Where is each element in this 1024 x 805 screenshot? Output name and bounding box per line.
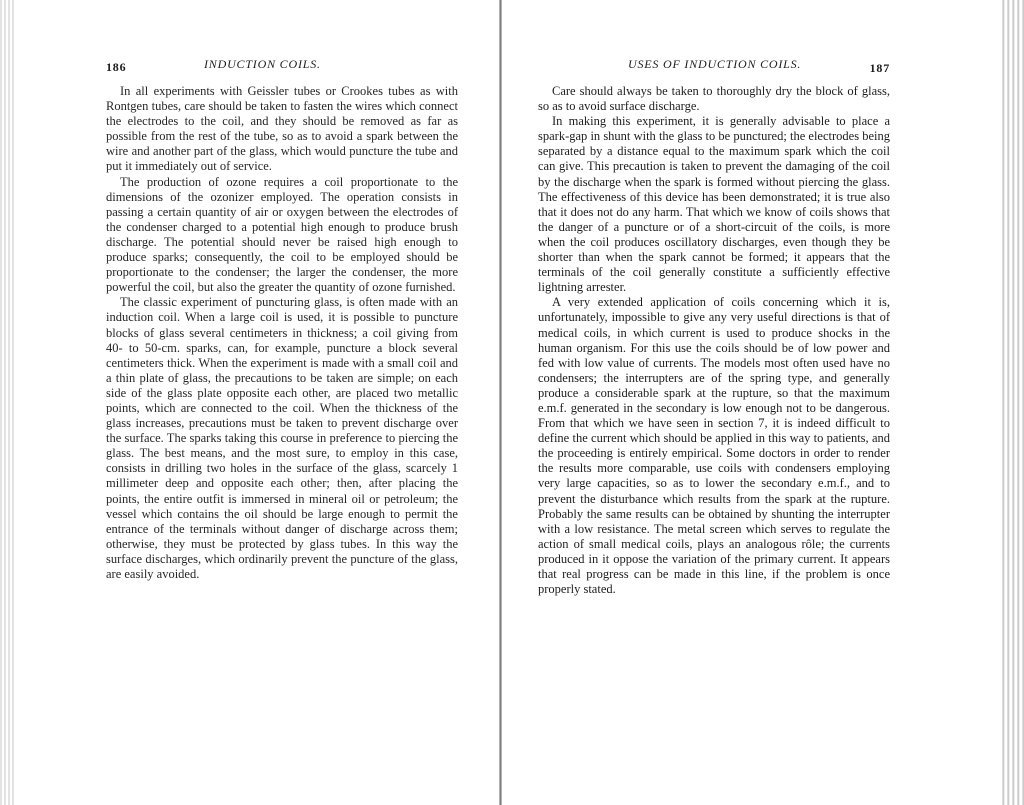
right-running-head xyxy=(538,52,890,74)
page-edge-left xyxy=(0,0,16,805)
paragraph: In all experiments with Geissler tubes or Crookes tubes as with Rontgen tubes, care should be taken to fasten the wires which connect the electrodes to the coil, and they should be removed as far as possible from the rest of the tube, so as to avoid a spark between the wire and another part of the glass, which would puncture the tube and put it immediately out of service. xyxy=(106,84,458,174)
right-running-title: USES OF INDUCTION COILS. xyxy=(628,57,802,71)
page-edge-right xyxy=(1002,0,1024,805)
paragraph: In making this experiment, it is generally advisable to place a spark-gap in shunt with the glass to be punctured; the electrodes being separated by a distance equal to the maximum spark which the coil can give. This precaution is taken to prevent the damaging of the coil by the discharge when the spark is formed without piercing the glass. The effectiveness of this device has been demonstrated; it is true also that it does not do any harm. That which we know of coils shows that the danger of a puncture or of a short-circuit of the coils, is more when the coil produces oscillatory discharges, even though they be shorter than when the spark cannot be formed; it appears that the terminals of the coil generally constitute a sufficiently effective lightning arrester. xyxy=(538,114,890,295)
right-page-number: 187 xyxy=(869,61,890,75)
left-page-number: 186 xyxy=(106,60,127,74)
paragraph: A very extended application of coils concerning which it is, unfortunately, impossible to give any very useful directions is that of medical coils, in which current is used to produce shocks in the human organism. For this use the coils should be of low power and fed with low value of currents. The models most often used have no condensers; the interrupters are of the spring type, and generally produce a considerable spark at the rupture, so that the maximum e.m.f. generated in the secondary is low enough not to be dangerous. From that which we have seen in section 7, it is indeed difficult to define the current which should be applied in this way to patients, and the proceeding is entirely empirical. Some doctors in order to render the results more comparable, use coils with condensers employing very large capacities, so as to lower the secondary e.m.f., and to prevent the disturbance which results from the spark at the rupture. Probably the same results can be obtained by shunting the interrupter with a low resistance. The metal screen which serves to regulate the action of small medical coils, plays an analogous rôle; the currents produced in it oppose the variation of the primary current. It appears that real progress can be made in this line, if the problem is once properly stated. xyxy=(538,295,890,597)
paragraph: Care should always be taken to thoroughly dry the block of glass, so as to avoid surface discharge. xyxy=(538,84,890,114)
book-gutter xyxy=(499,0,502,805)
paragraph: The production of ozone requires a coil proportionate to the dimensions of the ozonizer employed. The operation consists in passing a certain quantity of air or oxygen between the electrodes of the condenser charged to a potential high enough to produce brush discharge. The potential should never be raised high enough to produce sparks; consequently, the coil to be employed should be proportionate to the condenser; the larger the condenser, the more powerful the coil, but also the greater the quantity of ozone furnished. xyxy=(106,174,458,295)
left-running-head xyxy=(106,52,458,74)
left-page xyxy=(106,52,458,582)
left-body-text xyxy=(106,84,458,582)
right-body-text xyxy=(538,84,890,597)
paragraph: The classic experiment of puncturing glass, is often made with an induction coil. When a large coil is used, it is possible to puncture blocks of glass several centimeters in thickness; a coil giving from 40- to 50-cm. sparks, can, for example, puncture a block several centimeters thick. When the experiment is made with a small coil and a thin plate of glass, the precautions to be taken are simple; on each side of the glass plate opposite each other, are placed two metallic points, which are connected to the coil. When the thickness of the glass increases, precautions must be taken to prevent discharge over the surface. The sparks taking this course in preference to piercing the glass. The best means, and the most sure, to employ in this case, consists in drilling two holes in the surface of the glass, scarcely 1 millimeter deep and opposite each other; then, after placing the points, the entire outfit is immersed in mineral oil or petroleum; the vessel which contains the oil should be large enough to permit the entrance of the terminals without danger of discharge across them; otherwise, they must be protected by glass tubes. In this way the surface discharges, which ordinarily prevent the puncture of the glass, are easily avoided. xyxy=(106,295,458,581)
right-page xyxy=(538,52,890,597)
left-running-title: INDUCTION COILS. xyxy=(204,57,321,71)
